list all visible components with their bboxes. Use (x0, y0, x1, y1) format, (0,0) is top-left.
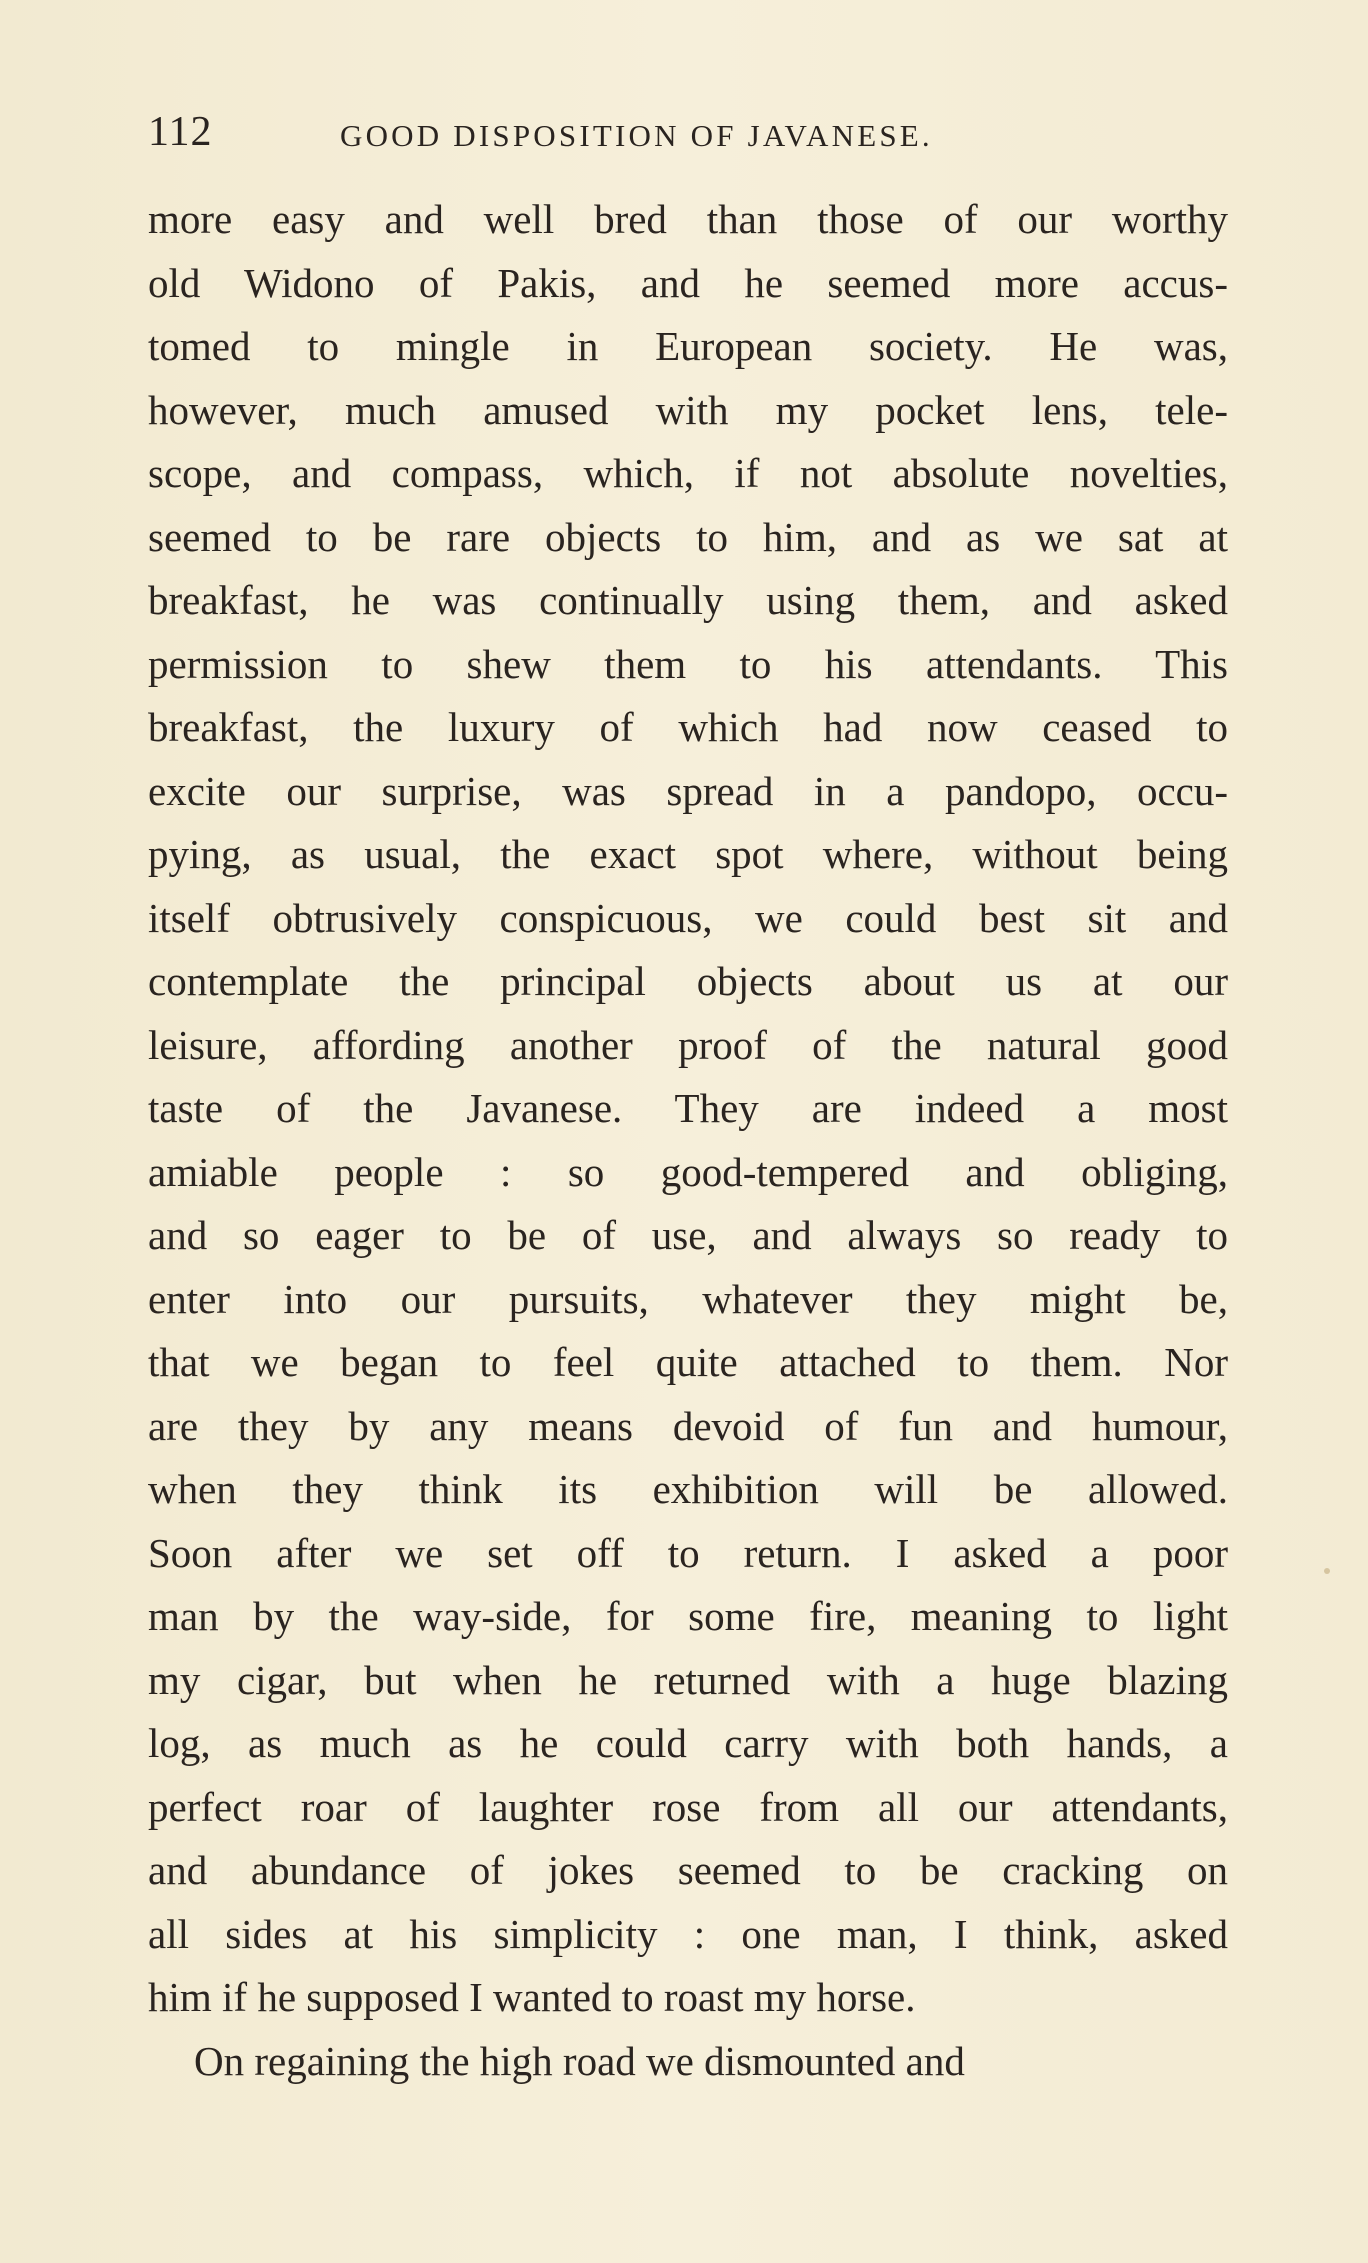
text-line: tomed to mingle in European society. He was, (148, 323, 1228, 369)
text-line: my cigar, but when he returned with a huge blazing (148, 1656, 1228, 1703)
text-line: breakfast, he was continually using them, and asked (148, 577, 1228, 623)
next-paragraph-first-line: On regaining the high road we dismounted and (194, 2037, 965, 2084)
text-line: man by the way-side, for some fire, meaning to light (148, 1593, 1228, 1639)
text-line: and abundance of jokes seemed to be cracking on (148, 1847, 1228, 1893)
paragraph-end-line: him if he supposed I wanted to roast my horse. (148, 1974, 916, 2020)
text-line: itself obtrusively conspicuous, we could best sit and (148, 894, 1228, 941)
text-line: enter into our pursuits, whatever they might be, (148, 1275, 1228, 1322)
page-header (148, 108, 1228, 158)
text-line: all sides at his simplicity : one man, I think, asked (148, 1910, 1228, 1957)
text-line: scope, and compass, which, if not absolute novelties, (148, 450, 1228, 496)
paper-speck (1324, 1568, 1330, 1574)
text-line: when they think its exhibition will be allowed. (148, 1466, 1228, 1512)
text-line: perfect roar of laughter rose from all our attendants, (148, 1783, 1228, 1830)
text-line: more easy and well bred than those of our worthy (148, 196, 1228, 242)
running-head: GOOD DISPOSITION OF JAVANESE. (340, 118, 933, 153)
text-line: that we began to feel quite attached to them. Nor (148, 1339, 1228, 1385)
text-line: seemed to be rare objects to him, and as we sat at (148, 513, 1228, 560)
text-line: old Widono of Pakis, and he seemed more accus- (148, 259, 1228, 306)
page-number: 112 (148, 109, 213, 155)
text-line: pying, as usual, the exact spot where, without being (148, 831, 1228, 877)
text-line: contemplate the principal objects about us at our (148, 958, 1228, 1004)
text-line: Soon after we set off to return. I asked a poor (148, 1529, 1228, 1576)
text-line: leisure, affording another proof of the natural good (148, 1021, 1228, 1068)
text-line: taste of the Javanese. They are indeed a most (148, 1085, 1228, 1131)
text-line: permission to shew them to his attendants. This (148, 640, 1228, 687)
text-line: breakfast, the luxury of which had now ceased to (148, 704, 1228, 750)
text-line: and so eager to be of use, and always so ready to (148, 1212, 1228, 1258)
text-line: log, as much as he could carry with both hands, a (148, 1720, 1228, 1766)
text-line: are they by any means devoid of fun and humour, (148, 1402, 1228, 1449)
text-line: however, much amused with my pocket lens, tele- (148, 386, 1228, 433)
body-text (148, 188, 1228, 2093)
text-line: excite our surprise, was spread in a pandopo, occu- (148, 767, 1228, 814)
text-line: amiable people : so good-tempered and obliging, (148, 1148, 1228, 1195)
